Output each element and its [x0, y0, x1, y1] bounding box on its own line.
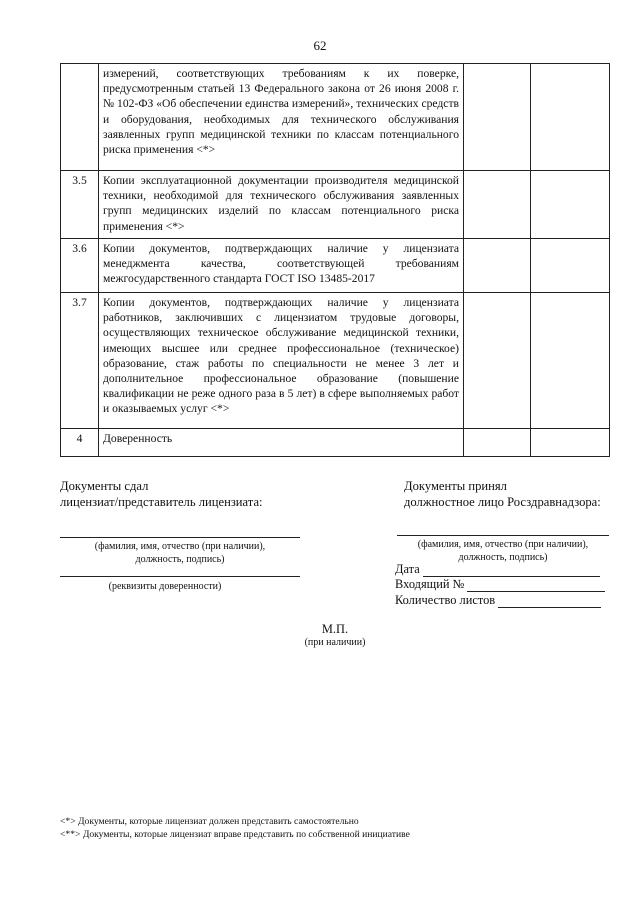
table-row: [61, 429, 610, 457]
submitted-by-block: [60, 478, 263, 510]
submitter-signature-caption: [60, 540, 300, 566]
page-number: 62: [313, 38, 327, 53]
caption-line: (фамилия, имя, отчество (при наличии),: [417, 539, 589, 550]
table-row: [61, 171, 610, 239]
row-number: 4: [61, 429, 99, 457]
row-text: Копии документов, подтверждающих наличие у лицензиата работников, заключивших с лицензиатом трудовые договоры, осуществляющих техническое обслуживание медицинской техники, имеющих высшее или среднее профессиональное (техническое) образование, стаж работы по специальности не менее 3 лет и дополнительное профессиональное образование (повышение квалификации не реже одного раза в 5 лет) в сфере выполняемых работ и оказываемых услуг <*>: [99, 293, 464, 429]
empty-cell: [531, 239, 610, 293]
accepted-by-block: [404, 478, 601, 510]
row-text: измерений, соответствующих требованиям к их поверке, предусмотренным статьей 13 Федерального закона от 26 июня 2008 г. № 102-ФЗ «Об обеспечении единства измерений», технических средств и оборудования, необходимых для технического обслуживания заявленных групп медицинской техники по классам потенциального риска применения <*>: [99, 64, 464, 171]
incoming-number-fill-line: [467, 579, 605, 592]
sheet-count-fill-line: [498, 595, 601, 608]
row-number: [61, 64, 99, 171]
table-row: [61, 64, 610, 171]
submitted-by-subtitle: лицензиат/представитель лицензиата:: [60, 495, 263, 509]
row-text: Доверенность: [99, 429, 464, 457]
proxy-details-line: [60, 576, 300, 577]
submitted-by-title: Документы сдал: [60, 479, 149, 493]
accepted-by-title: Документы принял: [404, 479, 507, 493]
incoming-number-field: [395, 576, 605, 592]
accepted-by-subtitle: должностное лицо Росздравнадзора:: [404, 495, 601, 509]
seal-note: (при наличии): [304, 637, 366, 648]
official-signature-line: [397, 535, 609, 536]
table-row: [61, 293, 610, 429]
sheet-count-label: Количество листов: [395, 593, 496, 607]
empty-cell: [531, 429, 610, 457]
empty-cell: [464, 239, 531, 293]
row-number: 3.7: [61, 293, 99, 429]
date-field: [395, 561, 600, 577]
empty-cell: [464, 293, 531, 429]
sheet-count-field: [395, 592, 601, 608]
row-text: Копии документов, подтверждающих наличие у лицензиата менеджмента качества, соответствующей требованиям межгосударственного стандарта ГОСТ ISO 13485-2017: [99, 239, 464, 293]
empty-cell: [464, 64, 531, 171]
empty-cell: [531, 171, 610, 239]
empty-cell: [531, 293, 610, 429]
empty-cell: [531, 64, 610, 171]
empty-cell: [464, 171, 531, 239]
date-label: Дата: [395, 562, 420, 576]
documents-table: [60, 63, 610, 457]
empty-cell: [464, 429, 531, 457]
proxy-details-caption: (реквизиты доверенности): [108, 581, 222, 592]
caption-line: (фамилия, имя, отчество (при наличии),: [94, 541, 266, 552]
table-row: [61, 239, 610, 293]
seal-label: М.П.: [321, 622, 349, 636]
footnote-optional: <**> Документы, которые лицензиат вправе представить по собственной инициативе: [60, 829, 410, 840]
row-number: 3.6: [61, 239, 99, 293]
footnote-mandatory: <*> Документы, которые лицензиат должен представить самостоятельно: [60, 816, 359, 827]
incoming-number-label: Входящий №: [395, 577, 465, 591]
caption-line: должность, подпись): [458, 552, 548, 563]
submitter-signature-line: [60, 537, 300, 538]
caption-line: должность, подпись): [135, 554, 225, 565]
row-number: 3.5: [61, 171, 99, 239]
row-text: Копии эксплуатационной документации производителя медицинской техники, необходимой для технического обслуживания заявленных групп медицинских изделий по классам потенциального риска применения <*>: [99, 171, 464, 239]
